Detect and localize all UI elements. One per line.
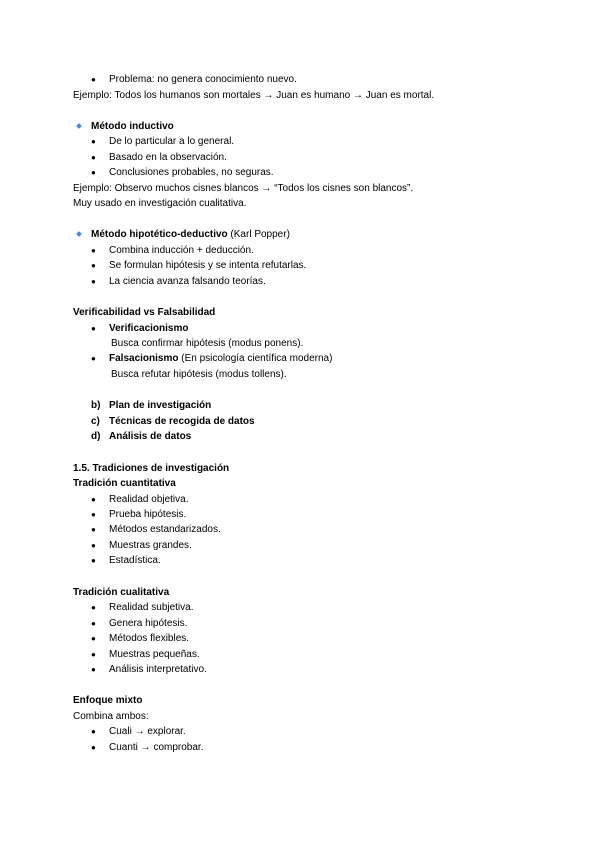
- list-item: ● Realidad subjetiva.: [109, 601, 194, 615]
- note-text: Muy usado en investigación cualitativa.: [73, 198, 247, 209]
- diamond-bullet-icon: [75, 230, 83, 238]
- list-item: ● Realidad objetiva.: [109, 493, 189, 507]
- item-description: Busca refutar hipótesis (modus tollens).: [111, 369, 287, 380]
- section-heading-mixed: Enfoque mixto: [73, 695, 143, 706]
- list-item: ● Análisis interpretativo.: [109, 663, 207, 677]
- list-item: ● Conclusiones probables, no seguras.: [109, 166, 274, 180]
- section-heading-verif: Verificabilidad vs Falsabilidad: [73, 307, 216, 318]
- list-item: ● Prueba hipótesis.: [109, 508, 186, 522]
- list-item: ● Problema: no genera conocimiento nuevo.: [109, 73, 297, 87]
- example-text: Ejemplo: Todos los humanos son mortales → Juan es humano → Juan es mortal.: [73, 90, 435, 101]
- list-item: ● Cuanti → comprobar.: [109, 741, 204, 755]
- section-heading-traditions: 1.5. Tradiciones de investigación: [73, 463, 230, 474]
- diamond-bullet-icon: [75, 122, 83, 130]
- list-item: ● De lo particular a lo general.: [109, 135, 234, 149]
- list-item: ● Se formulan hipótesis y se intenta refutarlas.: [109, 259, 306, 273]
- list-item: ● Muestras pequeñas.: [109, 648, 200, 662]
- list-item: ● Estadística.: [109, 554, 161, 568]
- section-heading-inductive: Método inductivo: [91, 120, 174, 134]
- list-item: ● Genera hipótesis.: [109, 617, 187, 631]
- section-heading-hypothetico: Método hipotético-deductivo (Karl Popper): [91, 228, 290, 242]
- lettered-item: c) Técnicas de recogida de datos: [91, 416, 255, 427]
- example-text: Ejemplo: Observo muchos cisnes blancos → “Todos los cisnes son blancos”.: [73, 183, 414, 194]
- intro-text: Combina ambos:: [73, 711, 149, 722]
- list-item: ● Falsacionismo (En psicología científica moderna): [109, 352, 332, 366]
- lettered-item: d) Análisis de datos: [91, 431, 192, 442]
- lettered-item: b) Plan de investigación: [91, 400, 212, 411]
- list-item: ● Métodos flexibles.: [109, 632, 189, 646]
- list-item: ● Métodos estandarizados.: [109, 523, 221, 537]
- subheading-quantitative: Tradición cuantitativa: [73, 478, 176, 489]
- list-item: ● Muestras grandes.: [109, 539, 192, 553]
- list-item: ● Combina inducción + deducción.: [109, 244, 254, 258]
- list-item: ● La ciencia avanza falsando teorías.: [109, 275, 266, 289]
- list-item: ● Verificacionismo: [109, 322, 188, 336]
- item-description: Busca confirmar hipótesis (modus ponens).: [111, 338, 304, 349]
- list-item: ● Cuali → explorar.: [109, 725, 186, 739]
- subheading-qualitative: Tradición cualitativa: [73, 587, 170, 598]
- list-item: ● Basado en la observación.: [109, 151, 227, 165]
